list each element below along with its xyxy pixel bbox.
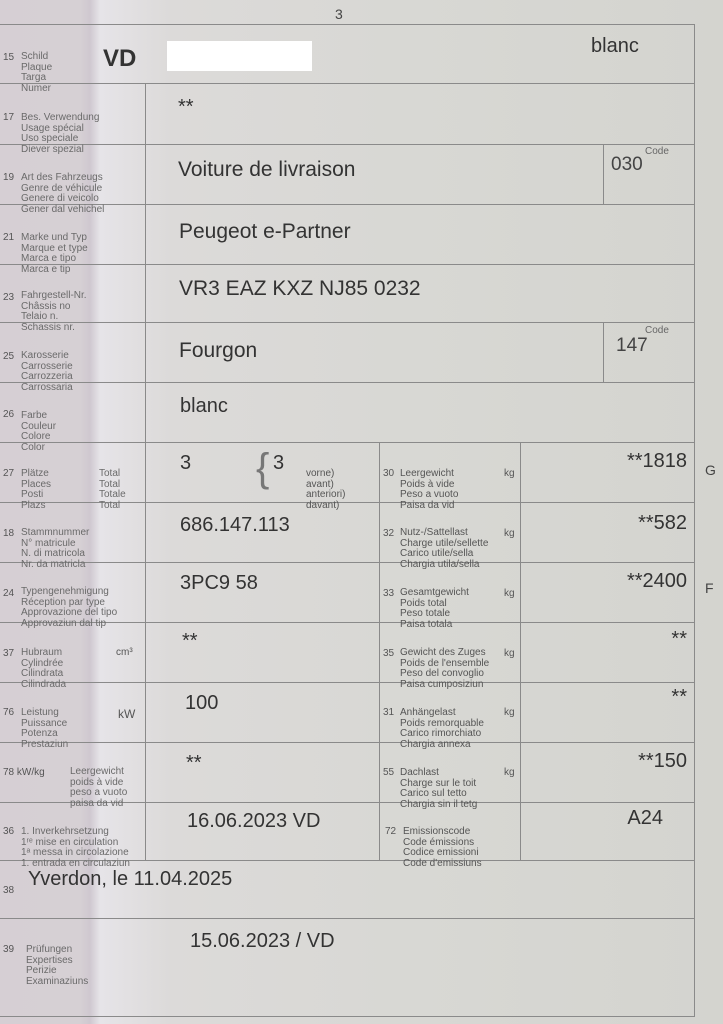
color-label: Farbe Couleur Colore Color (21, 410, 57, 453)
total-weight-label: Gesamtgewicht Poids total Peso totale Paisa totala (400, 587, 469, 630)
unit: kg (504, 588, 515, 599)
field-number: 24 (3, 588, 15, 599)
chassis-number-value: VR3 EAZ KXZ NJ85 0232 (179, 277, 421, 300)
seats-total-label: Total Total Totale Total (99, 468, 126, 511)
registration-number-label: Stammnummer N° matricule N. di matricola Nr. da matricla (21, 527, 90, 570)
plate-label: Schild Plaque Targa Numer (21, 51, 53, 94)
emission-code-label: Emissionscode Code émissions Codice emissioni Code d'emissiuns (403, 826, 482, 869)
inspections-value: 15.06.2023 / VD (190, 930, 335, 952)
field-number: 23 (3, 292, 15, 303)
field-number: 31 (383, 707, 395, 718)
chassis-label: Fahrgestell-Nr. Châssis no Telaio n. Schassis nr. (21, 290, 87, 333)
column-divider (603, 144, 604, 204)
row-divider (0, 322, 695, 323)
field-number: 37 (3, 648, 15, 659)
page-number: 3 (335, 6, 343, 22)
train-weight-value: ** (671, 628, 687, 650)
power-weight-label: Leergewicht poids à vide peso a vuoto paisa da vid (70, 766, 128, 809)
column-divider (603, 322, 604, 382)
train-weight-label: Gewicht des Zuges Poids de l'ensemble Peso del convoglio Paisa cumposiziun (400, 647, 490, 690)
unit: kg (504, 707, 515, 718)
field-number: 35 (383, 648, 395, 659)
type-approval-label: Typengenehmigung Réception par type Approvazione del tipo Approvaziun dal tip (21, 586, 118, 629)
unit: kW (118, 707, 136, 721)
side-letter-g: G (705, 462, 716, 478)
column-divider (145, 83, 146, 860)
row-divider (0, 442, 695, 443)
front-seats-value: 3 (273, 452, 285, 474)
displacement-label: Hubraum Cylindrée Cilindrata Cilindrada (21, 647, 67, 690)
field-number: 15 (3, 52, 15, 63)
color-value: blanc (180, 395, 228, 417)
field-number: 17 (3, 112, 15, 123)
unit: kg (504, 528, 515, 539)
body-label: Karosserie Carrosserie Carrozzeria Carrossaria (21, 350, 73, 393)
column-divider (379, 442, 380, 860)
field-number: 78 kW/kg (3, 767, 45, 778)
empty-weight-label: Leergewicht Poids à vide Peso a vuoto Paisa da vid (400, 468, 459, 511)
row-divider (0, 918, 695, 919)
power-value: 100 (185, 692, 219, 714)
field-number: 21 (3, 232, 15, 243)
displacement-value: ** (182, 630, 198, 652)
special-use-value: ** (178, 96, 194, 118)
row-divider (0, 562, 695, 563)
row-divider (0, 382, 695, 383)
payload-value: **582 (638, 512, 687, 534)
towing-load-value: ** (671, 686, 687, 708)
make-model-label: Marke und Typ Marque et type Marca e tipo Marca e tip (21, 232, 88, 275)
field-number: 72 (385, 826, 397, 837)
field-number: 32 (383, 528, 395, 539)
registration-number-value: 686.147.113 (180, 514, 290, 536)
power-weight-value: ** (186, 752, 202, 774)
seats-total-value: 3 (180, 452, 192, 474)
unit: kg (504, 648, 515, 659)
special-use-label: Bes. Verwendung Usage spécial Uso speciale Diever spezial (21, 112, 100, 155)
field-number: 76 (3, 707, 15, 718)
field-number: 30 (383, 468, 395, 479)
field-number: 26 (3, 409, 15, 420)
brace: { (256, 446, 270, 490)
code-label: Code (645, 325, 669, 336)
code-label: Code (645, 146, 669, 157)
power-label: Leistung Puissance Potenza Prestaziun (21, 707, 69, 750)
row-divider (0, 83, 695, 84)
row-divider (0, 264, 695, 265)
vehicle-type-code: 030 (611, 154, 643, 175)
row-divider (0, 682, 695, 683)
row-divider (0, 144, 695, 145)
inspections-label: Prüfungen Expertises Perizie Examinaziuns (26, 944, 89, 987)
vehicle-type-label: Art des Fahrzeugs Genre de véhicule Genere di veicolo Gener dal vehichel (21, 172, 105, 215)
total-weight-value: **2400 (626, 570, 687, 592)
make-model-value: Peugeot e-Partner (179, 220, 351, 243)
side-letter-f: F (705, 580, 714, 596)
front-seats-label: vorne) avant) anteriori) davant) (306, 468, 346, 511)
towing-load-label: Anhängelast Poids remorquable Carico rimorchiato Chargia annexa (400, 707, 484, 750)
unit: kg (504, 767, 515, 778)
body-code: 147 (616, 335, 648, 356)
body-value: Fourgon (179, 339, 258, 362)
field-number: 38 (3, 885, 15, 896)
field-number: 33 (383, 588, 395, 599)
field-number: 18 (3, 528, 15, 539)
empty-weight-value: **1818 (626, 450, 687, 472)
column-divider (520, 442, 521, 860)
field-number: 25 (3, 351, 15, 362)
roof-load-value: **150 (638, 750, 687, 772)
vehicle-type-value: Voiture de livraison (178, 158, 356, 181)
canton-code: VD (103, 45, 137, 72)
roof-load-label: Dachlast Charge sur le toit Carico sul tetto Chargia sin il tetg (400, 767, 478, 810)
unit: kg (504, 468, 515, 479)
seats-label: Plätze Places Posti Plazs (21, 468, 52, 511)
field-number: 39 (3, 944, 15, 955)
field-number: 36 (3, 826, 15, 837)
issue-place-date: Yverdon, le 11.04.2025 (28, 868, 233, 890)
payload-label: Nutz-/Sattellast Charge utile/sellette Carico utile/sella Chargia utila/sella (400, 527, 489, 570)
plate-color: blanc (591, 35, 639, 57)
first-registration-label: 1. Inverkehrsetzung 1ʳᵉ mise en circulation 1ᵃ messa in circolazione 1. entrada en circulaziun (21, 826, 130, 869)
redacted-plate-number (167, 41, 312, 71)
first-registration-value: 16.06.2023 VD (187, 810, 321, 832)
type-approval-value: 3PC9 58 (180, 572, 258, 594)
emission-code-value: A24 (627, 807, 663, 829)
field-number: 55 (383, 767, 395, 778)
field-number: 27 (3, 468, 15, 479)
unit: cm³ (116, 647, 133, 658)
row-divider (0, 742, 695, 743)
field-number: 19 (3, 172, 15, 183)
